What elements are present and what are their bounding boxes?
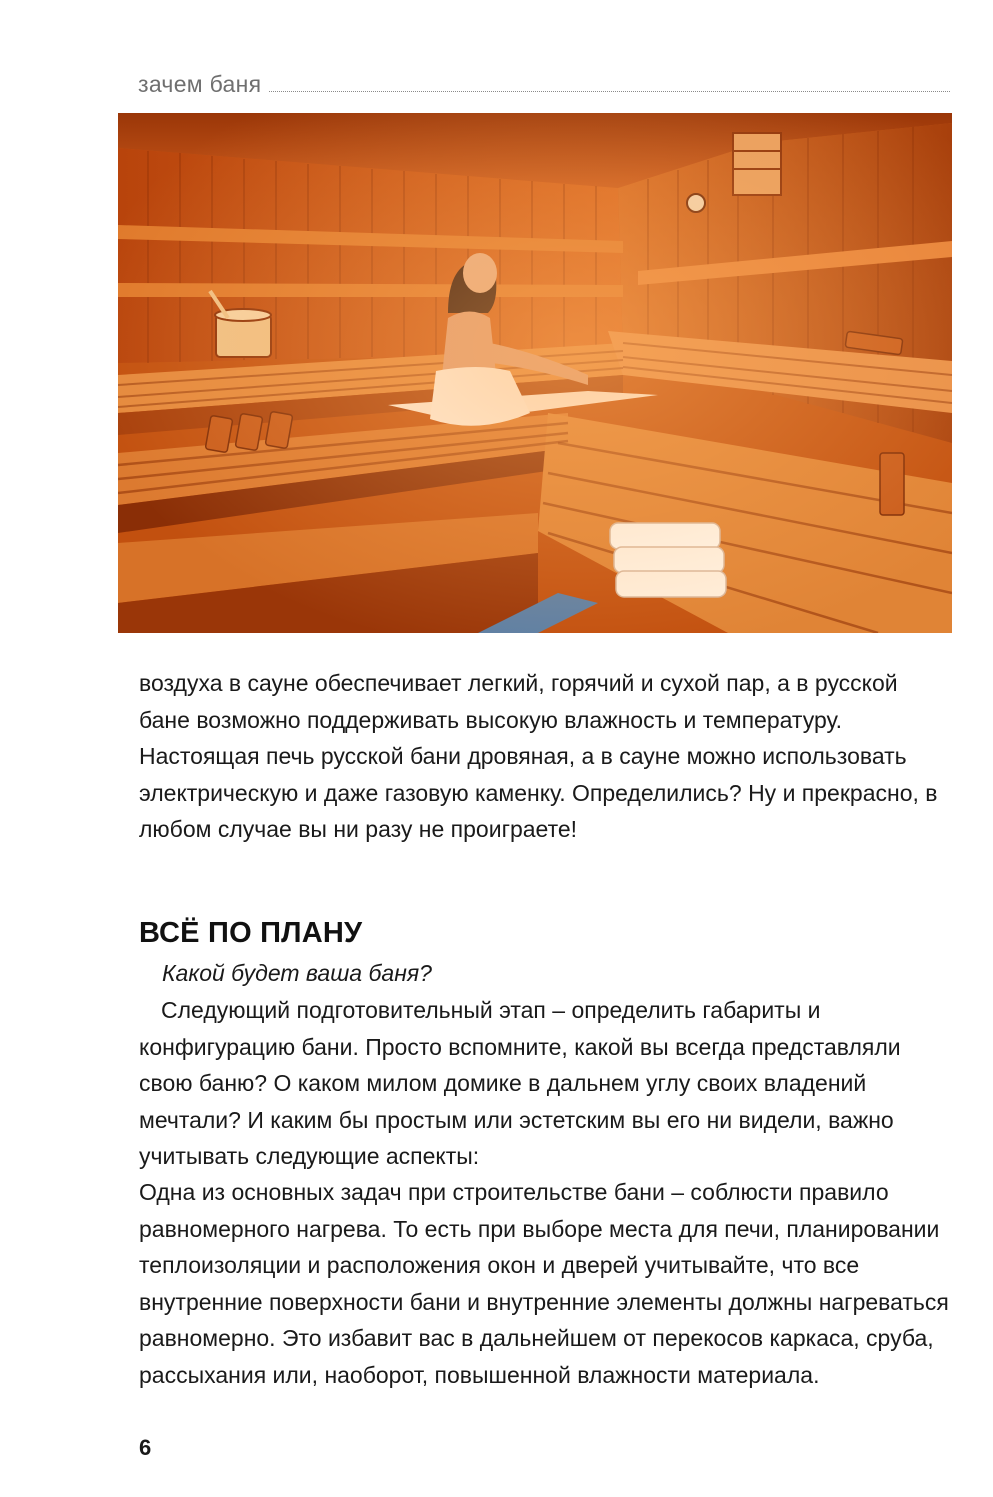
header-dotted-rule: [269, 91, 950, 92]
page-number: 6: [139, 1435, 152, 1460]
paragraph-dimensions: [139, 992, 954, 1175]
section-subtitle: Какой будет ваша баня?: [162, 960, 432, 986]
running-header: [138, 62, 950, 96]
paragraph-heating-text: Одна из основных задач при строительстве бани – соблюсти правило равномерного нагрева. То есть при выборе места для печи, планировании теплоизоляции и расположения окон и дверей учитывайте, что все внутренние поверхности бани и внутренние элементы должны нагреваться равномерно. Это избавит вас в дальнейшем от перекосов каркаса, сруба, рассыхания или, наоборот, повышенной влажности материала.: [139, 1179, 949, 1388]
sauna-photo: [118, 113, 952, 633]
running-title: зачем баня: [138, 71, 262, 97]
paragraph-dimensions-text: Следующий подготовительный этап – определить габариты и конфигурацию бани. Просто вспомните, какой вы всегда представляли свою баню? О каком милом домике в дальнем углу своих владений мечтали? И каким бы простым или эстетским вы его ни видели, важно учитывать следующие аспекты:: [139, 997, 901, 1169]
sauna-illustration: [118, 113, 952, 633]
section-heading: ВСЁ ПО ПЛАНУ: [139, 917, 363, 949]
continued-paragraph: [139, 665, 954, 848]
continued-paragraph-text: воздуха в сауне обеспечивает легкий, горячий и сухой пар, а в русской бане возможно поддерживать высокую влажность и температуру. Настоящая печь русской бани дровяная, а в сауне можно использовать электрическую и даже газовую каменку. Определились? Ну и прекрасно, в любом случае вы ни разу не проиграете!: [139, 670, 938, 842]
paragraph-heating: [139, 1174, 954, 1393]
